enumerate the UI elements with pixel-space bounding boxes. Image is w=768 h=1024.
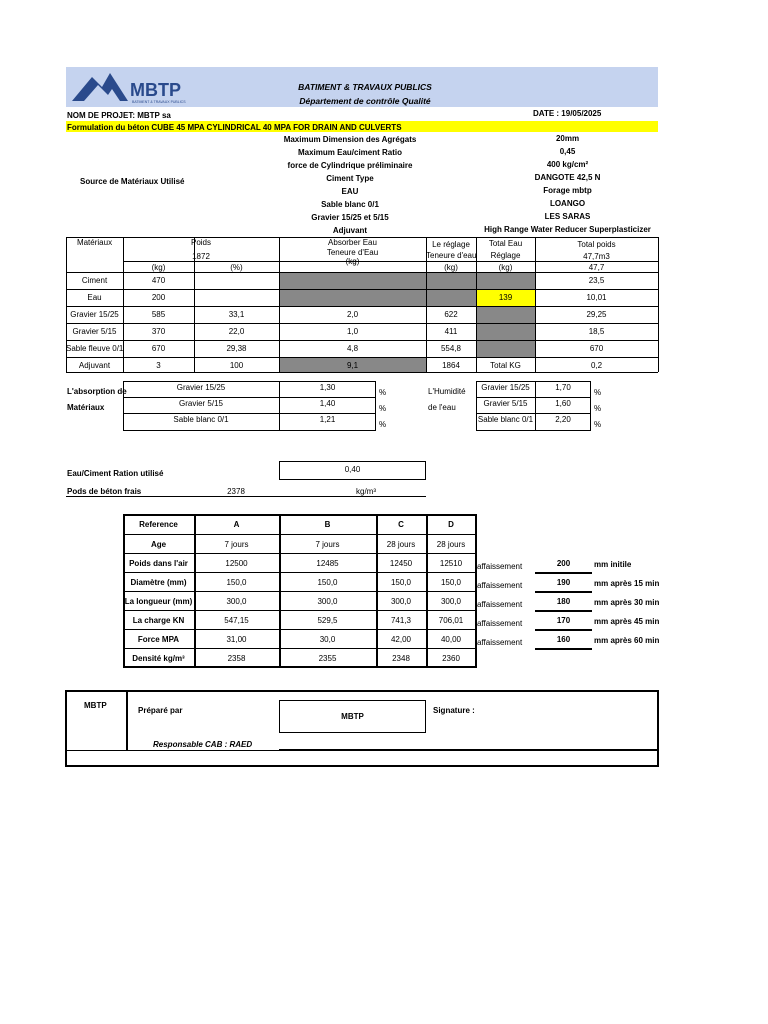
tests-cell: 150,0: [440, 578, 462, 587]
material-total: 0,2: [590, 361, 603, 370]
mix-row-line: [66, 323, 658, 324]
header-unit-kg3: (kg): [444, 263, 458, 272]
logo-subtext: BATIMENT & TRAVAUX PUBLICS: [132, 100, 186, 104]
absorption-value: 1,30: [319, 383, 336, 392]
absorption-unit: %: [379, 420, 387, 429]
humidity-material: Sable blanc 0/1: [477, 415, 534, 424]
project-date: DATE : 19/05/2025: [533, 109, 602, 118]
footer-company: MBTP: [84, 701, 107, 710]
tests-cell: 300,0: [390, 597, 412, 606]
mix-row-line: [66, 289, 658, 290]
tests-col-line: [194, 514, 196, 667]
tests-cell: 547,15: [224, 616, 249, 625]
tests-cell: 529,5: [317, 616, 338, 625]
param-label: Maximum Dimension des Agrégats: [283, 135, 417, 144]
header-unit-kg2: (kg): [345, 257, 360, 266]
humidity-unit: %: [594, 420, 602, 429]
param-label: force de Cylindrique préliminaire: [287, 161, 413, 170]
tests-col-line: [279, 514, 281, 667]
tests-cell: 28 jours: [386, 540, 416, 549]
prepared-label: Préparé par: [138, 706, 183, 715]
absorption-unit: %: [379, 404, 387, 413]
tests-cell: 150,0: [317, 578, 338, 587]
tests-row-label: Densité kg/m³: [132, 654, 185, 663]
slump-underline: [535, 648, 592, 650]
signature-label: Signature :: [433, 706, 475, 715]
humidity-label-2: de l'eau: [428, 403, 456, 412]
humidity-value: 1,60: [555, 399, 571, 408]
absorption-material: Gravier 5/15: [178, 399, 224, 408]
slump-value: 170: [556, 616, 571, 625]
param-label: EAU: [341, 187, 359, 196]
param-value: 20mm: [555, 134, 580, 143]
material-kg: 470: [151, 276, 166, 285]
mbtp-logo: [70, 69, 188, 105]
header-title: BATIMENT & TRAVAUX PUBLICS: [298, 82, 432, 92]
tests-cell: 7 jours: [224, 540, 249, 549]
tests-cell: 2355: [318, 654, 337, 663]
header-poids-value: 1872: [192, 252, 210, 261]
material-name: Adjuvant: [78, 361, 111, 370]
material-pct: 22,0: [228, 327, 245, 336]
gray-cell: [426, 289, 476, 306]
header-reglage: Le réglage: [432, 240, 470, 249]
material-name: Gravier 5/15: [72, 327, 117, 336]
slump-label: affaissement: [477, 600, 523, 609]
tests-cell: 300,0: [317, 597, 338, 606]
slump-value: 180: [556, 597, 571, 606]
mix-row-line: [66, 340, 658, 341]
param-value: Forage mbtp: [543, 186, 592, 195]
tests-cell: 150,0: [390, 578, 412, 587]
tests-cell: 2348: [392, 654, 410, 663]
tests-cell: 2358: [227, 654, 246, 663]
header-unit-pct: (%): [230, 263, 243, 272]
material-name: Eau: [87, 293, 102, 302]
material-total: 18,5: [588, 327, 605, 336]
material-eau: 139: [498, 293, 513, 302]
tests-col-line: [376, 514, 378, 667]
material-teneur: 1,0: [346, 327, 359, 336]
footer-bottom-line: [65, 750, 659, 751]
project-name: NOM DE PROJET: MBTP sa: [67, 111, 171, 120]
slump-note: mm initile: [594, 560, 632, 569]
param-value: LES SARAS: [544, 212, 591, 221]
header-unit-kg: (kg): [151, 263, 166, 272]
footer-divider: [126, 690, 128, 750]
material-kg: 200: [151, 293, 166, 302]
tests-cell: 42,00: [390, 635, 412, 644]
density-label: Pods de béton frais: [67, 487, 142, 496]
slump-underline: [535, 629, 592, 631]
tests-cell: 150,0: [226, 578, 247, 587]
material-total: 670: [589, 344, 604, 353]
param-label: Ciment Type: [326, 174, 374, 183]
material-name: Gravier 15/25: [70, 310, 119, 319]
absorption-row-line: [123, 397, 376, 398]
tests-cell: 300,0: [440, 597, 462, 606]
humidity-row-line: [476, 413, 591, 414]
material-total: 29,25: [586, 310, 607, 319]
tests-cell: 706,01: [438, 616, 464, 625]
prepared-underline: [279, 749, 426, 750]
slump-underline: [535, 591, 592, 593]
slump-value: 160: [556, 635, 571, 644]
humidity-value: 2,20: [555, 415, 571, 424]
responsible-label: Responsable CAB : RAED: [153, 740, 253, 749]
tests-cell: 31,00: [226, 635, 247, 644]
material-pct: 33,1: [228, 310, 245, 319]
material-name: Sable fleuve 0/1: [66, 344, 124, 353]
slump-label: affaissement: [477, 638, 523, 647]
tests-header: A: [233, 520, 240, 529]
material-teneur: 4,8: [346, 344, 359, 353]
param-value: High Range Water Reducer Superplasticizer: [484, 225, 651, 234]
slump-note: mm après 60 min: [594, 636, 660, 645]
header-total-poids-value: 47,7: [588, 263, 605, 272]
header-teneur2: Teneure d'eau: [426, 251, 477, 260]
humidity-label-1: L'Humidité: [428, 387, 466, 396]
slump-value: 200: [556, 559, 571, 568]
material-kg: 3: [156, 361, 161, 370]
gray-cell: [279, 272, 426, 289]
param-label: Gravier 15/25 et 5/15: [311, 213, 389, 222]
material-teneur: 9,1: [346, 361, 359, 370]
tests-cell: 40,00: [440, 635, 462, 644]
tests-row-label: Diamètre (mm): [130, 578, 187, 587]
absorption-unit: %: [379, 388, 387, 397]
signature-underline: [426, 749, 658, 750]
slump-note: mm après 30 min: [594, 598, 660, 607]
header-total-poids: Total poids: [577, 240, 616, 249]
slump-note: mm après 45 min: [594, 617, 660, 626]
mix-row-line: [66, 357, 658, 358]
header-total-vol: 47,7m3: [583, 252, 610, 261]
tests-col-line: [426, 514, 428, 667]
material-total: 10,01: [586, 293, 607, 302]
tests-row-line: [123, 610, 476, 611]
material-pct: 29,38: [226, 344, 247, 353]
gray-cell: [476, 323, 535, 340]
material-name: Ciment: [81, 276, 108, 285]
tests-row-label: Force MPA: [137, 635, 180, 644]
tests-cell: 12450: [389, 559, 413, 568]
param-value: DANGOTE 42,5 N: [534, 173, 601, 182]
tests-header: C: [398, 520, 404, 529]
absorption-material: Gravier 15/25: [176, 383, 226, 392]
humidity-material: Gravier 15/25: [481, 383, 530, 392]
tests-row-line: [123, 591, 476, 592]
slump-note: mm après 15 min: [594, 579, 660, 588]
ratio-value: 0,40: [344, 465, 361, 474]
material-pct: 100: [229, 361, 244, 370]
absorption-value: 1,40: [319, 399, 336, 408]
header-total-eau: Total Eau: [488, 239, 523, 248]
absorption-value: 1,21: [319, 415, 336, 424]
slump-label: affaissement: [477, 619, 523, 628]
mix-row-line: [66, 306, 658, 307]
tests-cell: 12510: [439, 559, 463, 568]
humidity-unit: %: [594, 388, 602, 397]
density-value: 2378: [227, 487, 245, 496]
tests-cell: 7 jours: [315, 540, 340, 549]
slump-label: affaissement: [477, 562, 523, 571]
material-reglage: 411: [444, 327, 458, 336]
humidity-unit: %: [594, 404, 602, 413]
material-total: 23,5: [588, 276, 605, 285]
param-label: Maximum Eau/ciment Ratio: [297, 148, 403, 157]
tests-row-label: Poids dans l'air: [129, 559, 188, 568]
tests-cell: 741,3: [390, 616, 412, 625]
material-kg: 585: [151, 310, 166, 319]
param-value: 0,45: [559, 147, 576, 156]
header-materiaux: Matériaux: [76, 238, 113, 247]
gray-cell: [476, 340, 535, 357]
material-kg: 670: [151, 344, 166, 353]
gray-cell: [279, 289, 426, 306]
ratio-label: Eau/Ciment Ration utilisé: [67, 469, 164, 478]
tests-row-label: La longueur (mm): [124, 597, 193, 606]
header-subtitle: Département de contrôle Qualité: [299, 96, 431, 106]
mix-col-line: [658, 237, 659, 372]
tests-cell: 300,0: [226, 597, 247, 606]
tests-row-label: La charge KN: [132, 616, 185, 625]
formulation-title: Formulation du béton CUBE 45 MPA CYLINDRICAL 40 MPA FOR DRAIN AND CULVERTS: [67, 123, 402, 132]
slump-underline: [535, 610, 592, 612]
tests-cell: 12485: [316, 559, 339, 568]
tests-row-line: [123, 572, 476, 573]
tests-cell: 30,0: [319, 635, 336, 644]
material-reglage: 622: [444, 310, 458, 319]
absorption-material: Sable blanc 0/1: [173, 415, 229, 424]
absorption-row-line: [123, 413, 376, 414]
tests-header: B: [324, 520, 331, 529]
material-eau: Total KG: [490, 361, 521, 370]
mix-row-line: [66, 372, 658, 373]
tests-row-label: Age: [150, 540, 167, 549]
density-underline: [66, 496, 426, 497]
humidity-value: 1,70: [555, 383, 571, 392]
material-teneur: 2,0: [346, 310, 359, 319]
param-value: 400 kg/cm²: [546, 160, 589, 169]
density-unit: kg/m³: [356, 487, 376, 496]
tests-row-line: [123, 553, 476, 554]
header-unit-kg4: (kg): [498, 263, 513, 272]
tests-cell: 2360: [442, 654, 460, 663]
material-kg: 370: [151, 327, 166, 336]
gray-cell: [426, 272, 476, 289]
gray-cell: [476, 272, 535, 289]
slump-underline: [535, 572, 592, 574]
header-reglage2: Réglage: [490, 251, 521, 260]
tests-row-line: [123, 648, 476, 649]
tests-row-line: [123, 534, 476, 535]
tests-cell: 12500: [225, 559, 248, 568]
tests-cell: 28 jours: [436, 540, 466, 549]
prepared-value: MBTP: [341, 712, 364, 721]
absorption-label-2: Matériaux: [67, 403, 105, 412]
slump-value: 190: [556, 578, 571, 587]
header-teneur: Teneure d'Eau: [326, 248, 379, 257]
tests-header: D: [448, 520, 454, 529]
absorption-label-1: L'absorption de: [67, 387, 127, 396]
source-label: Source de Matériaux Utilisé: [80, 177, 185, 186]
material-reglage: 1864: [442, 361, 460, 370]
tests-row-line: [123, 629, 476, 630]
gray-cell: [476, 306, 535, 323]
header-absorber: Absorber Eau: [328, 238, 377, 247]
param-value: LOANGO: [549, 199, 586, 208]
param-label: Sable blanc 0/1: [321, 200, 379, 209]
material-reglage: 554,8: [440, 344, 462, 353]
header-poids: Poids: [190, 238, 211, 247]
humidity-row-line: [476, 397, 591, 398]
tests-header: Reference: [139, 520, 178, 529]
mix-row-line: [66, 272, 658, 273]
humidity-material: Gravier 5/15: [483, 399, 528, 408]
slump-label: affaissement: [477, 581, 523, 590]
param-label: Adjuvant: [332, 226, 368, 235]
logo-text: MBTP: [130, 80, 181, 100]
